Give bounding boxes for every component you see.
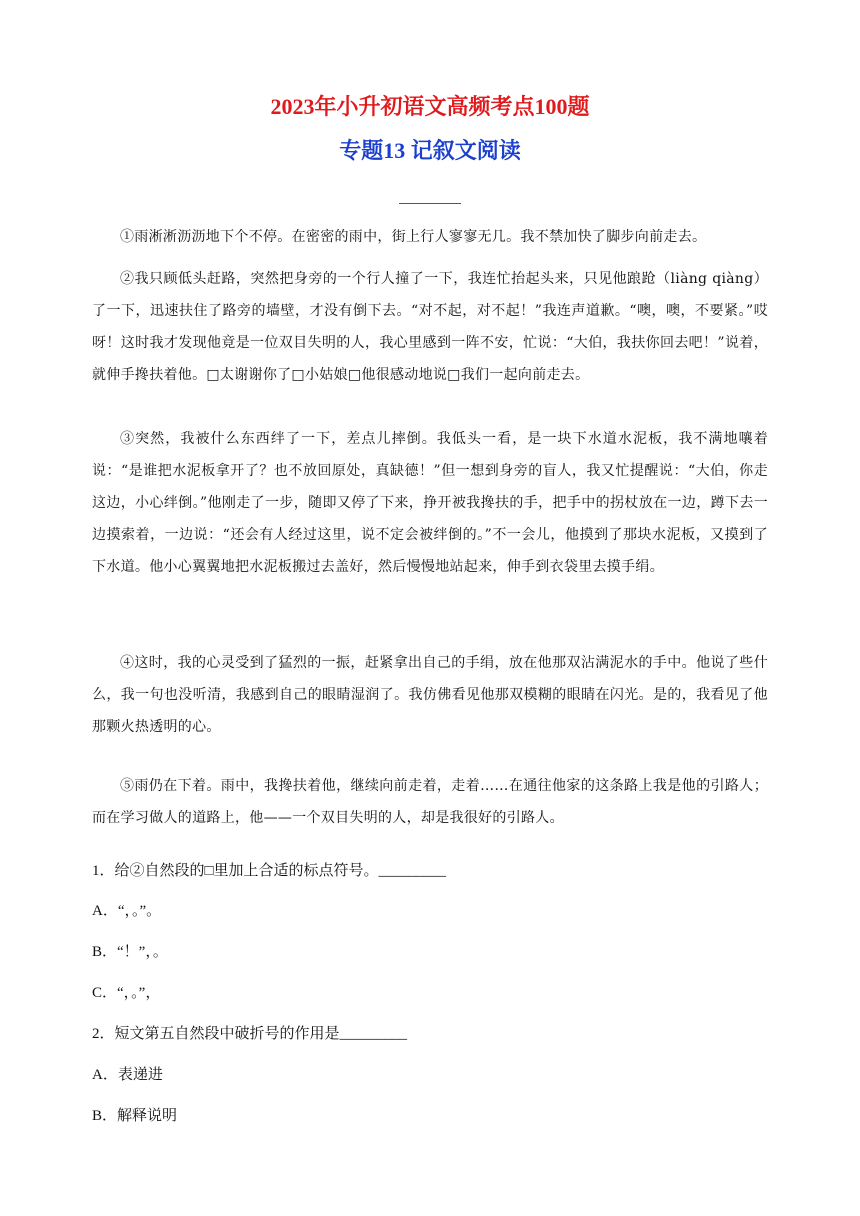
question-1-option-c[interactable]: C．“，。”， xyxy=(92,985,161,1001)
question-1-stem: 1．给②自然段的□里加上合适的标点符号。_________ xyxy=(92,863,447,879)
passage-paragraph-5: ⑤雨仍在下着。雨中，我搀扶着他，继续向前走着，走着……在通往他家的这条路上我是他的引路人；而在学习做人的道路上，他——一个双目失明的人，却是我很好的引路人。 xyxy=(92,778,768,826)
passage-paragraph-3: ③突然，我被什么东西绊了一下，差点儿摔倒。我低头一看，是一块下水道水泥板，我不满地嚷着说：“是谁把水泥板拿开了？也不放回原处，真缺德！”但一想到身旁的盲人，我又忙提醒说：“大伯，你走这边，小心绊倒。”他刚走了一步，随即又停了下来，挣开被我搀扶的手，把手中的拐杖放在一边，蹲下去一边摸索着，一边说：“还会有人经过这里，说不定会被绊倒的。”不一会儿，他摸到了那块水泥板，又摸到了下水道。他小心翼翼地把水泥板搬过去盖好，然后慢慢地站起来，伸手到衣袋里去摸手绢。 xyxy=(92,431,768,575)
passage-paragraph-4: ④这时，我的心灵受到了猛烈的一振，赶紧拿出自己的手绢，放在他那双沾满泥水的手中。他说了些什么，我一句也没听清，我感到自己的眼睛湿润了。我仿佛看见他那双模糊的眼睛在闪光。是的，我看见了他那颗火热透明的心。 xyxy=(92,655,768,735)
title-divider xyxy=(399,203,461,204)
question-1-option-b[interactable]: B．“！”，。 xyxy=(92,944,168,960)
question-2-stem: 2．短文第五自然段中破折号的作用是_________ xyxy=(92,1026,408,1042)
document-title: 2023年小升初语文高频考点100题 xyxy=(270,94,590,119)
question-1-option-a[interactable]: A．“，。”。 xyxy=(92,903,162,919)
question-2-option-b[interactable]: B．解释说明 xyxy=(92,1108,178,1124)
passage-paragraph-2: ②我只顾低头赶路，突然把身旁的一个行人撞了一下，我连忙抬起头来，只见他踉跄（liàng qiàng）了一下，迅速扶住了路旁的墙壁，才没有倒下去。“对不起，对不起！”我连声道歉。“噢，噢，不要紧。”哎呀！这时我才发现他竟是一位双目失明的人，我心里感到一阵不安，忙说：“大伯，我扶你回去吧！”说着，就伸手搀扶着他。□太谢谢你了□小姑娘□他很感动地说□我们一起向前走去。 xyxy=(92,271,768,383)
document-subtitle: 专题13 记叙文阅读 xyxy=(339,138,521,163)
passage-paragraph-1: ①雨淅淅沥沥地下个不停。在密密的雨中，街上行人寥寥无几。我不禁加快了脚步向前走去。 xyxy=(120,229,707,245)
question-2-option-a[interactable]: A．表递进 xyxy=(92,1067,163,1083)
